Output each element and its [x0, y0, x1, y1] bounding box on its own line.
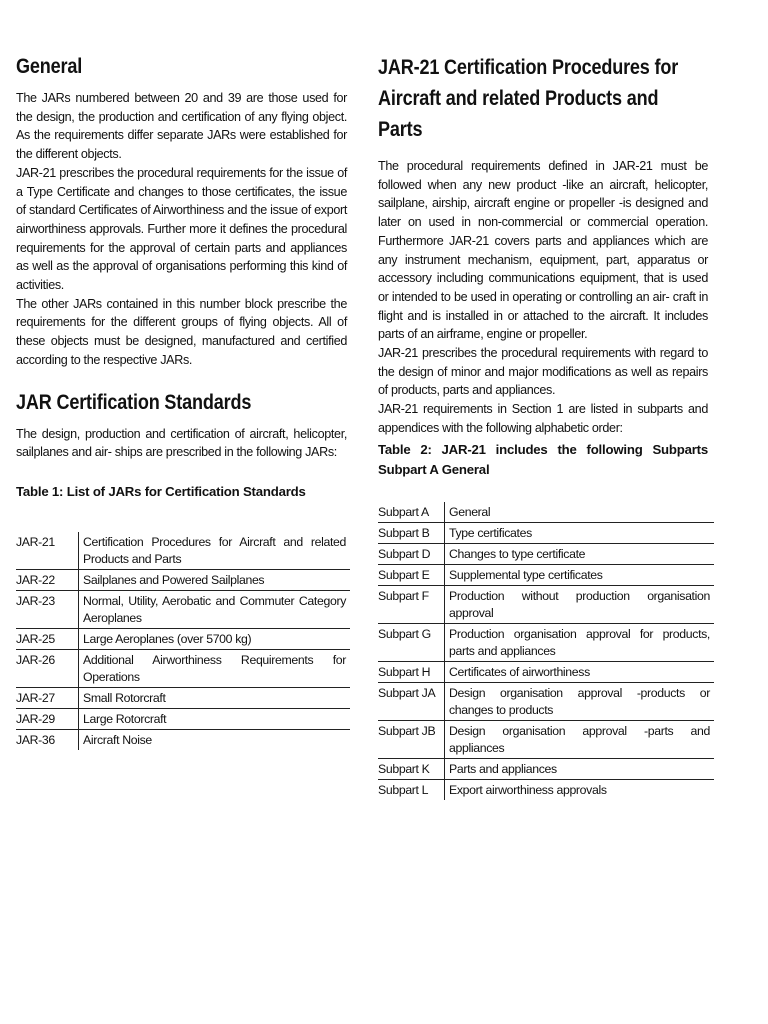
general-paragraph-1: The JARs numbered between 20 and 39 are those used for the design, the production and certification of any flying object. As the requirements differ separate JARs were established for the different objects. — [16, 91, 347, 162]
table1-code-cell: JAR-26 — [16, 649, 79, 687]
table2-desc-cell: Changes to type certificate — [445, 543, 715, 564]
table2-code-cell: Subpart JA — [378, 682, 445, 720]
general-paragraph-2: JAR-21 prescribes the procedural requirements for the issue of a Type Certificate and changes to those certificates, the issue of standard Certificates of Airworthiness and the issue of export airworthiness approvals. Further more it defines the procedural requirements for the approval of certain parts and appliances as well as the approval of organisations performing this kind of activities. — [16, 165, 347, 293]
jar21-paragraph-2: JAR-21 prescribes the procedural requirements with regard to the design of minor and major modifications as well as repairs of products, parts and appliances. — [378, 346, 708, 398]
table2-code-cell: Subpart D — [378, 543, 445, 564]
table2-row — [378, 779, 714, 800]
table2-row — [378, 623, 714, 661]
table2-row — [378, 564, 714, 585]
right-column — [378, 52, 708, 800]
table2-row — [378, 720, 714, 758]
table2-code-cell: Subpart A — [378, 502, 445, 523]
table1-row — [16, 687, 350, 708]
table2-code-cell: Subpart H — [378, 661, 445, 682]
table2-code-cell: Subpart E — [378, 564, 445, 585]
table1-row — [16, 569, 350, 590]
general-heading: General — [16, 55, 83, 78]
table2-desc-cell: Parts and appliances — [445, 758, 715, 779]
table1-row — [16, 649, 350, 687]
table1-desc-cell: Large Rotorcraft — [79, 708, 351, 729]
table2-desc-cell: Production without production organisation approval — [445, 585, 715, 623]
general-paragraph-3: The other JARs contained in this number block prescribe the requirements for the different groups of flying objects. All of these objects must be designed, manufactured and certified according to the respective JARs. — [16, 296, 347, 367]
table1-code-cell: JAR-36 — [16, 729, 79, 750]
table2-desc-cell: Certificates of airworthiness — [445, 661, 715, 682]
table2-code-cell: Subpart G — [378, 623, 445, 661]
table1-code-cell: JAR-29 — [16, 708, 79, 729]
standards-paragraph: The design, production and certification of aircraft, helicopter, sailplanes and air- ships are prescribed in the following JARs: — [16, 426, 347, 460]
table2-row — [378, 543, 714, 564]
table2-row — [378, 661, 714, 682]
left-column — [16, 52, 347, 750]
table1-row — [16, 590, 350, 628]
table2-desc-cell: Supplemental type certificates — [445, 564, 715, 585]
table1-row — [16, 708, 350, 729]
table1-desc-cell: Large Aeroplanes (over 5700 kg) — [79, 628, 351, 649]
table2-row — [378, 585, 714, 623]
table2-code-cell: Subpart K — [378, 758, 445, 779]
table1-caption: Table 1: List of JARs for Certification Standards — [16, 483, 306, 499]
table2-desc-cell: Design organisation approval -parts and appliances — [445, 720, 715, 758]
table1-desc-cell: Certification Procedures for Aircraft and related Products and Parts — [83, 534, 346, 566]
table1-code-cell: JAR-22 — [16, 569, 79, 590]
table1-desc-cell: Additional Airworthiness Requirements for Operations — [79, 649, 351, 687]
table1-desc-cell: Small Rotorcraft — [79, 687, 351, 708]
table1-code-cell: JAR-23 — [16, 590, 79, 628]
jar21-heading: JAR-21 Certification Procedures for Aircraft and related Products and Parts — [378, 56, 679, 141]
table2-row — [378, 682, 714, 720]
table2-code-cell: Subpart B — [378, 522, 445, 543]
jar21-paragraph-3: JAR-21 requirements in Section 1 are listed in subparts and appendices with the following alphabetic order: — [378, 402, 708, 435]
table2 — [378, 502, 714, 800]
table2-caption: Table 2: JAR-21 includes the following Subparts Subpart A General — [378, 441, 708, 477]
table2-desc-cell: Design organisation approval -products or changes to products — [445, 682, 715, 720]
table1-code-cell: JAR-21 — [16, 532, 79, 570]
table1-code-cell: JAR-27 — [16, 687, 79, 708]
table1-desc-cell: Aircraft Noise — [79, 729, 351, 750]
table2-code-cell: Subpart L — [378, 779, 445, 800]
table2-row — [378, 502, 714, 523]
table1-desc-cell: Normal, Utility, Aerobatic and Commuter Category Aeroplanes — [79, 590, 351, 628]
table1-desc-cell: Sailplanes and Powered Sailplanes — [79, 569, 351, 590]
table2-desc-cell: Production organisation approval for products, parts and appliances — [445, 623, 715, 661]
standards-heading: JAR Certification Standards — [16, 390, 252, 414]
jar21-paragraph-1: The procedural requirements defined in JAR-21 must be followed when any new product -like an aircraft, helicopter, sailplane, airship, aircraft engine or propeller -is designed and later on used in non-commercial or commercial operation. Furthermore JAR-21 covers parts and appliances which are any instrument mechanism, equipment, part, apparatus or accessory including communications equipment, that is used or intended to be used in operating or controlling an air- craft in flight and is installed in or attached to the aircraft. It includes parts of an airframe, engine or propeller. — [378, 159, 708, 342]
table1 — [16, 532, 350, 750]
table2-code-cell: Subpart F — [378, 585, 445, 623]
table1-row — [16, 628, 350, 649]
table1-row — [16, 532, 350, 570]
table1-code-cell: JAR-25 — [16, 628, 79, 649]
table2-row — [378, 522, 714, 543]
table2-desc-cell: General — [449, 504, 491, 519]
table2-code-cell: Subpart JB — [378, 720, 445, 758]
table2-desc-cell: Export airworthiness approvals — [445, 779, 715, 800]
table2-row — [378, 758, 714, 779]
table1-row — [16, 729, 350, 750]
table2-desc-cell: Type certificates — [445, 522, 715, 543]
